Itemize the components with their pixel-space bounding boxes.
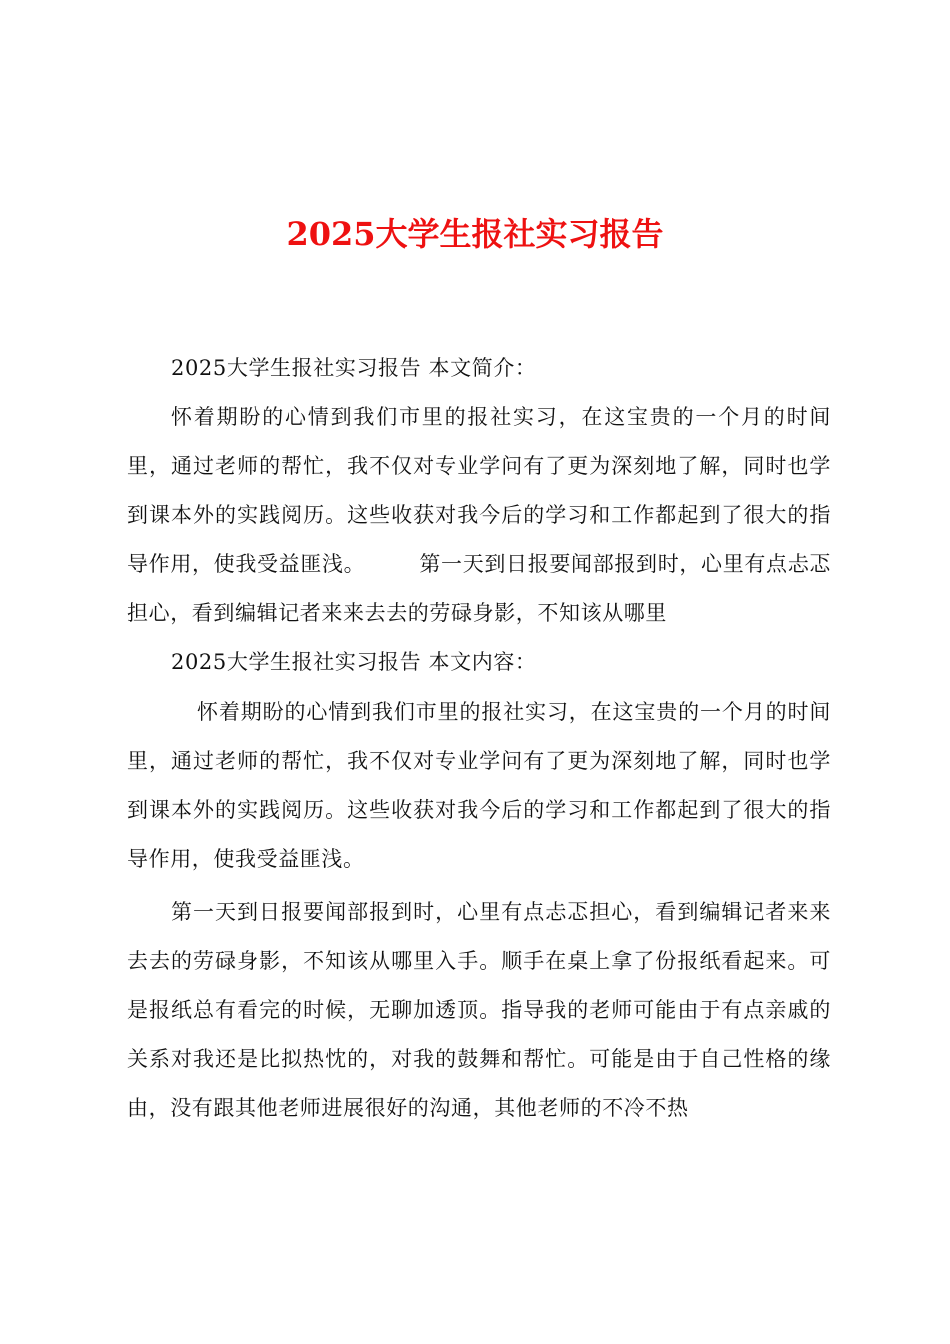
intro-label: 2025大学生报社实习报告 本文简介： bbox=[171, 356, 537, 380]
intro-paragraph-part1: 怀着期盼的心情到我们市里的报社实习，在这宝贵的一个月的时间里，通过老师的帮忙，我不仅对专业学问有了更为深刻地了解，同时也学到课本外的实践阅历。这些收获对我今后的学习和工作都起到了很大的指导作用，使我受益匪浅。 bbox=[127, 405, 831, 576]
intro-paragraph bbox=[127, 393, 831, 638]
content-paragraph-2: 第一天到日报要闻部报到时，心里有点忐忑担心，看到编辑记者来来去去的劳碌身影，不知该从哪里入手。顺手在桌上拿了份报纸看起来。可是报纸总有看完的时候，无聊加透顶。指导我的老师可能由于有点亲戚的关系对我还是比拟热忱的，对我的鼓舞和帮忙。可能是由于自己性格的缘由，没有跟其他老师进展很好的沟通，其他老师的不冷不热 bbox=[127, 900, 831, 1120]
document-title: 2025大学生报社实习报告 bbox=[286, 215, 664, 253]
intro-paragraph-part2: 第一天到日报要闻部报到时，心里有点忐忑担心，看到编辑记者来来去去的劳碌身影，不知该从哪里 bbox=[127, 552, 831, 625]
content-label: 2025大学生报社实习报告 本文内容： bbox=[171, 650, 537, 674]
content-paragraph-1: 怀着期盼的心情到我们市里的报社实习，在这宝贵的一个月的时间里，通过老师的帮忙，我不仅对专业学问有了更为深刻地了解，同时也学到课本外的实践阅历。这些收获对我今后的学习和工作都起到了很大的指导作用，使我受益匪浅。 bbox=[127, 700, 831, 871]
